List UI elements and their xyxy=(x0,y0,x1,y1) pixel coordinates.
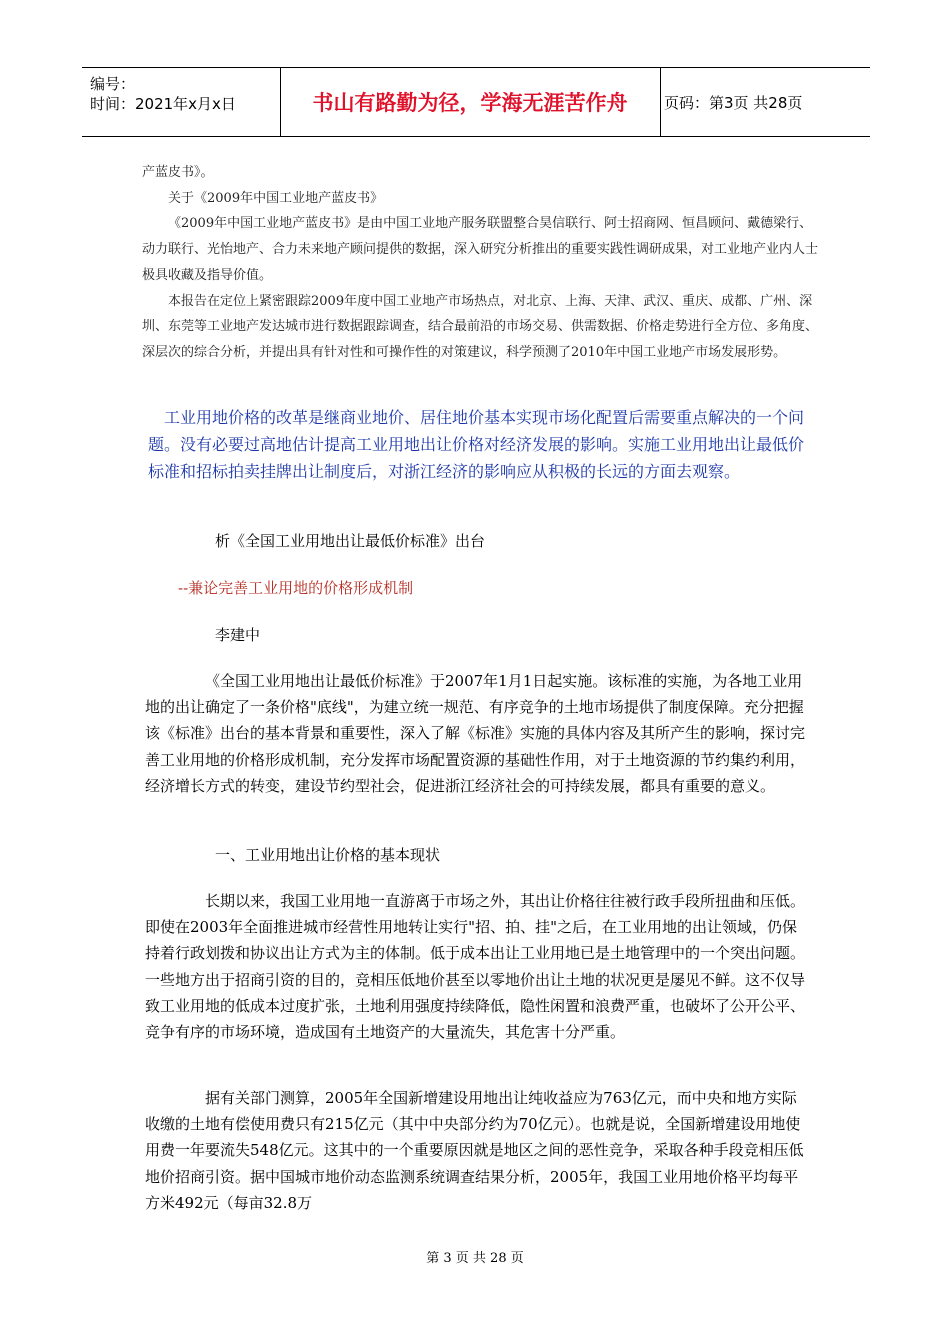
number-label: 编号： xyxy=(90,75,136,93)
page-footer: 第 3 页 共 28 页 xyxy=(426,1251,524,1266)
article-author: 李建中 xyxy=(215,626,261,644)
time-label: 时间：2021年x月x日 xyxy=(90,95,236,113)
header-page-info: 页码：第3页 共28页 xyxy=(664,93,803,112)
header-meta xyxy=(90,74,236,114)
abstract-paragraph: 工业用地价格的改革是继商业地价、居住地价基本实现市场化配置后需要重点解决的一个问题。没有必要过高地估计提高工业用地出让价格对经济发展的影响。实施工业用地出让最低价标准和招标拍卖挂牌出让制度后，对浙江经济的影响应从积极的长远的方面去观察。 xyxy=(148,408,805,481)
intro-line: 产蓝皮书》。 xyxy=(142,165,214,180)
report-paragraph: 本报告在定位上紧密跟踪2009年度中国工业地产市场热点，对北京、上海、天津、武汉、重庆、成都、广州、深圳、东莞等工业地产发达城市进行数据跟踪调查，结合最前沿的市场交易、供需数据、价格走势进行全方位、多角度、深层次的综合分析，并提出具有针对性和可操作性的对策建议，科学预测了2010年中国工业地产市场发展形势。 xyxy=(142,293,819,360)
about-paragraph: 《2009年中国工业地产蓝皮书》是由中国工业地产服务联盟整合昊信联行、阿士招商网、恒昌顾问、戴德梁行、动力联行、光怡地产、合力未来地产顾问提供的数据，深入研究分析推出的重要实践性调研成果，对工业地产业内人士极具收藏及指导价值。 xyxy=(142,216,819,283)
intro-section xyxy=(142,160,822,366)
page-header xyxy=(82,67,870,137)
header-divider xyxy=(660,68,661,136)
article-paragraph: 长期以来，我国工业用地一直游离于市场之外，其出让价格往往被行政手段所扭曲和压低。即使在2003年全面推进城市经营性用地转让实行"招、拍、挂"之后，在工业用地的出让领域，仍保持着行政划拨和协议出让方式为主的体制。低于成本出让工业用地已是土地管理中的一个突出问题。一些地方出于招商引资的目的，竞相压低地价甚至以零地价出让土地的状况更是屡见不鲜。这不仅导致工业用地的低成本过度扩张，土地利用强度持续降低，隐性闲置和浪费严重，也破坏了公开公平、竞争有序的市场环境，造成国有土地资产的大量流失，其危害十分严重。 xyxy=(145,892,806,1042)
article-title: 析《全国工业用地出让最低价标准》出台 xyxy=(215,532,486,550)
about-title: 关于《2009年中国工业地产蓝皮书》 xyxy=(168,190,384,206)
article-subtitle: --兼论完善工业用地的价格形成机制 xyxy=(178,579,414,597)
article-paragraph: 据有关部门测算，2005年全国新增建设用地出让纯收益应为763亿元，而中央和地方实际收缴的土地有偿使用费只有215亿元（其中中央部分约为70亿元）。也就是说，全国新增建设用地使用费一年要流失548亿元。这其中的一个重要原因就是地区之间的恶性竞争，采取各种手段竞相压低地价招商引资。据中国城市地价动态监测系统调查结果分析，2005年，我国工业用地价格平均每平方米492元（每亩32.8万 xyxy=(145,1089,804,1212)
section-heading: 一、工业用地出让价格的基本现状 xyxy=(215,846,441,864)
header-motto: 书山有路勤为径，学海无涯苦作舟 xyxy=(312,91,628,115)
article-paragraph: 《全国工业用地出让最低价标准》于2007年1月1日起实施。该标准的实施，为各地工业用地的出让确定了一条价格"底线"，为建立统一规范、有序竞争的土地市场提供了制度保障。充分把握该《标准》出台的基本背景和重要性，深入了解《标准》实施的具体内容及其所产生的影响，探讨完善工业用地的价格形成机制，充分发挥市场配置资源的基础性作用，对于土地资源的节约集约利用，经济增长方式的转变，建设节约型社会，促进浙江经济社会的可持续发展，都具有重要的意义。 xyxy=(145,672,806,795)
